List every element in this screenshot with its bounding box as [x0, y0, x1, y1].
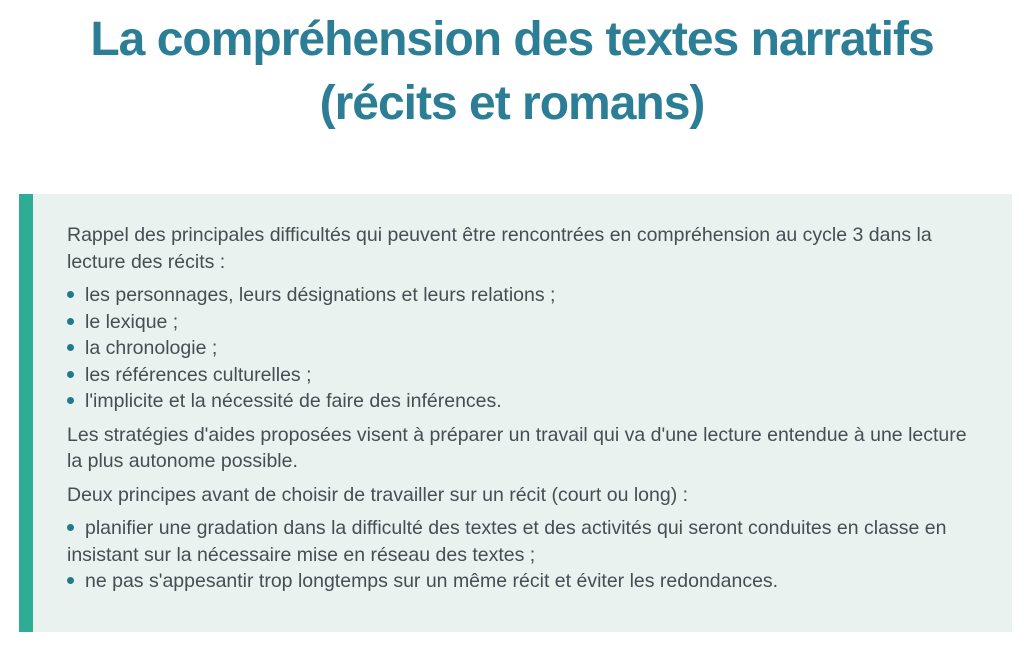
summary-box: [19, 194, 1012, 632]
bullet-icon: [67, 318, 74, 325]
bullet-icon: [67, 577, 74, 584]
page-title: [10, 8, 1014, 136]
bullet-icon: [67, 291, 74, 298]
document-page: [0, 8, 1024, 653]
list-item-text: le lexique ;: [85, 310, 179, 333]
bullet-icon: [67, 524, 74, 531]
bullet-icon: [67, 344, 74, 351]
page-title-line-1: La compréhension des textes narratifs: [90, 13, 934, 66]
page-title-line-2: (récits et romans): [319, 77, 705, 130]
list-item-text: l'implicite et la nécessité de faire des inférences.: [85, 390, 502, 412]
principles-list: [67, 515, 968, 595]
list-item: [67, 282, 968, 309]
intro-paragraph: Rappel des principales difficultés qui peuvent être rencontrées en compréhension au cycle 3 dans la lecture des récits :: [67, 224, 932, 273]
difficulties-list: [67, 282, 968, 415]
strategies-paragraph: Les stratégies d'aides proposées visent à préparer un travail qui va d'une lecture entendue à une lecture la plus autonome possible.: [67, 423, 967, 472]
list-item: [67, 309, 968, 336]
list-item: [67, 362, 968, 389]
list-item-text: ne pas s'appesantir trop longtemps sur un même récit et éviter les redondances.: [85, 570, 779, 592]
bullet-icon: [67, 371, 74, 378]
list-item: [67, 335, 968, 362]
list-item: [67, 515, 968, 568]
list-item-text: les personnages, leurs désignations et leurs relations ;: [85, 284, 556, 306]
list-item-text: planifier une gradation dans la difficulté des textes et des activités qui seront conduites en classe en insistant sur la nécessaire mise en réseau des textes ;: [67, 517, 947, 566]
list-item-text: la chronologie ;: [85, 337, 218, 359]
principles-intro-paragraph: Deux principes avant de choisir de travailler sur un récit (court ou long) :: [67, 483, 689, 506]
list-item: [67, 568, 968, 595]
bullet-icon: [67, 397, 74, 404]
list-item-text: les références culturelles ;: [85, 363, 312, 386]
list-item: [67, 388, 968, 415]
